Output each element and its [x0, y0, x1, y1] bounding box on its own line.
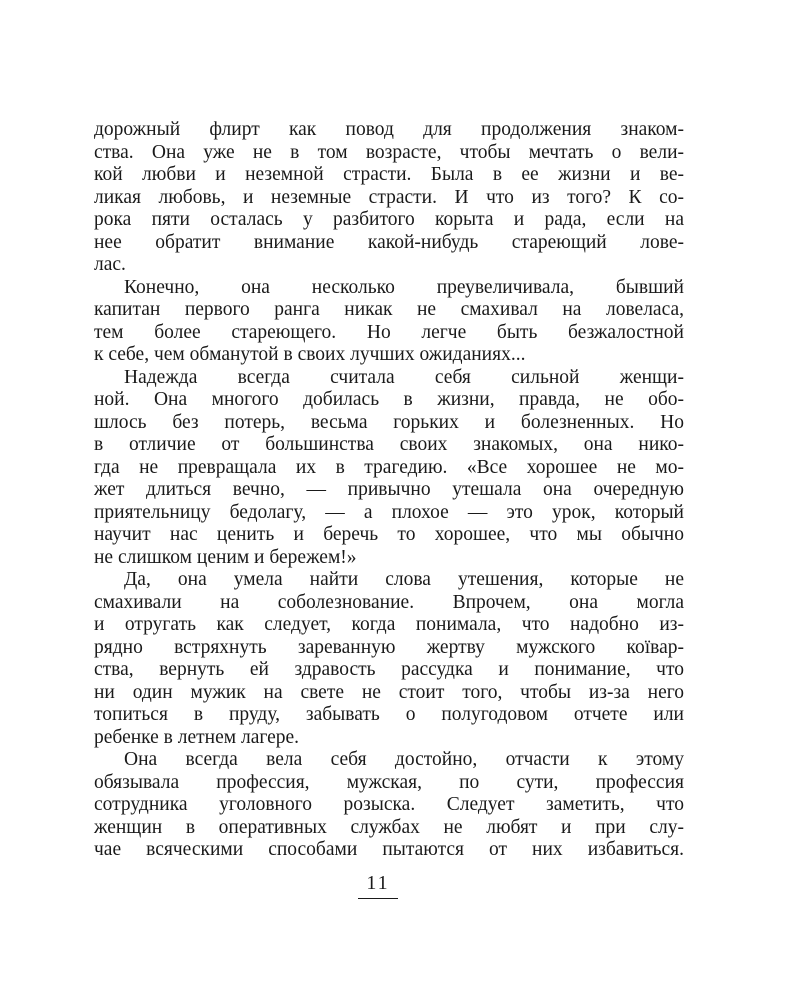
- text-line: чае всяческими способами пытаются от них избавиться.: [94, 839, 684, 860]
- text-line: приятельницу бедолагу, — а плохое — это урок, который: [94, 501, 684, 523]
- page-number-underline: [358, 898, 398, 899]
- text-line: Надежда всегда считала себя сильной женщи-: [124, 366, 684, 388]
- text-line: капитан первого ранга никак не смахивал на ловеласа,: [94, 299, 684, 320]
- text-line: ребенке в летнем лагере.: [94, 726, 300, 748]
- text-line: сотрудника уголовного розыска. Следует заметить, что: [94, 794, 684, 815]
- text-line: смахивали на соболезнование. Впрочем, она могла: [94, 591, 684, 613]
- text-line: лас.: [94, 254, 126, 275]
- text-line: топиться в пруду, забывать о полугодовом отчете или: [94, 704, 684, 725]
- text-line: рядно встряхнуть зареванную жертву мужского коївар-: [94, 636, 684, 658]
- text-line: шлось без потерь, весьма горьких и болезненных. Но: [94, 411, 684, 433]
- text-line: нее обратит внимание какой-нибудь стареющий лове-: [94, 231, 684, 253]
- text-line: рока пяти осталась у разбитого корыта и рада, если на: [94, 209, 684, 230]
- text-line: жет длиться вечно, — привычно утешала она очередную: [94, 479, 684, 500]
- text-line: гда не превращала их в трагедию. «Все хорошее не мо-: [94, 456, 684, 478]
- text-line: тем более стареющего. Но легче быть безжалостной: [94, 321, 684, 343]
- text-line: ни один мужик на свете не стоит того, чтобы из-за него: [94, 681, 684, 703]
- text-line: ства, вернуть ей здравость рассудка и понимание, что: [94, 659, 684, 680]
- text-line: дорожный флирт как повод для продолжения знаком-: [94, 119, 684, 140]
- text-line: обязывала профессия, мужская, по сути, профессия: [94, 771, 684, 793]
- text-line: Да, она умела найти слова утешения, которые не: [124, 569, 684, 590]
- body-text: [94, 119, 684, 862]
- text-line: научит нас ценить и беречь то хорошее, что мы обычно: [94, 524, 684, 545]
- text-line: ства. Она уже не в том возрасте, чтобы мечтать о вели-: [94, 141, 684, 163]
- text-line: Она всегда вела себя достойно, отчасти к этому: [124, 749, 684, 770]
- text-line: ликая любовь, и неземные страсти. И что из того? К со-: [94, 186, 684, 208]
- page-number: 11: [366, 872, 390, 894]
- text-line: и отругать как следует, когда понимала, что надобно из-: [94, 614, 684, 635]
- text-line: женщин в оперативных службах не любят и при слу-: [94, 816, 684, 838]
- text-line: кой любви и неземной страсти. Была в ее жизни и ве-: [94, 164, 684, 185]
- text-line: к себе, чем обманутой в своих лучших ожиданиях...: [94, 344, 526, 365]
- text-line: Конечно, она несколько преувеличивала, бывший: [124, 276, 684, 298]
- text-line: в отличие от большинства своих знакомых, она нико-: [94, 434, 684, 455]
- text-line: ной. Она многого добилась в жизни, правда, не обо-: [94, 389, 684, 410]
- text-line: не слишком ценим и бережем!»: [94, 546, 357, 568]
